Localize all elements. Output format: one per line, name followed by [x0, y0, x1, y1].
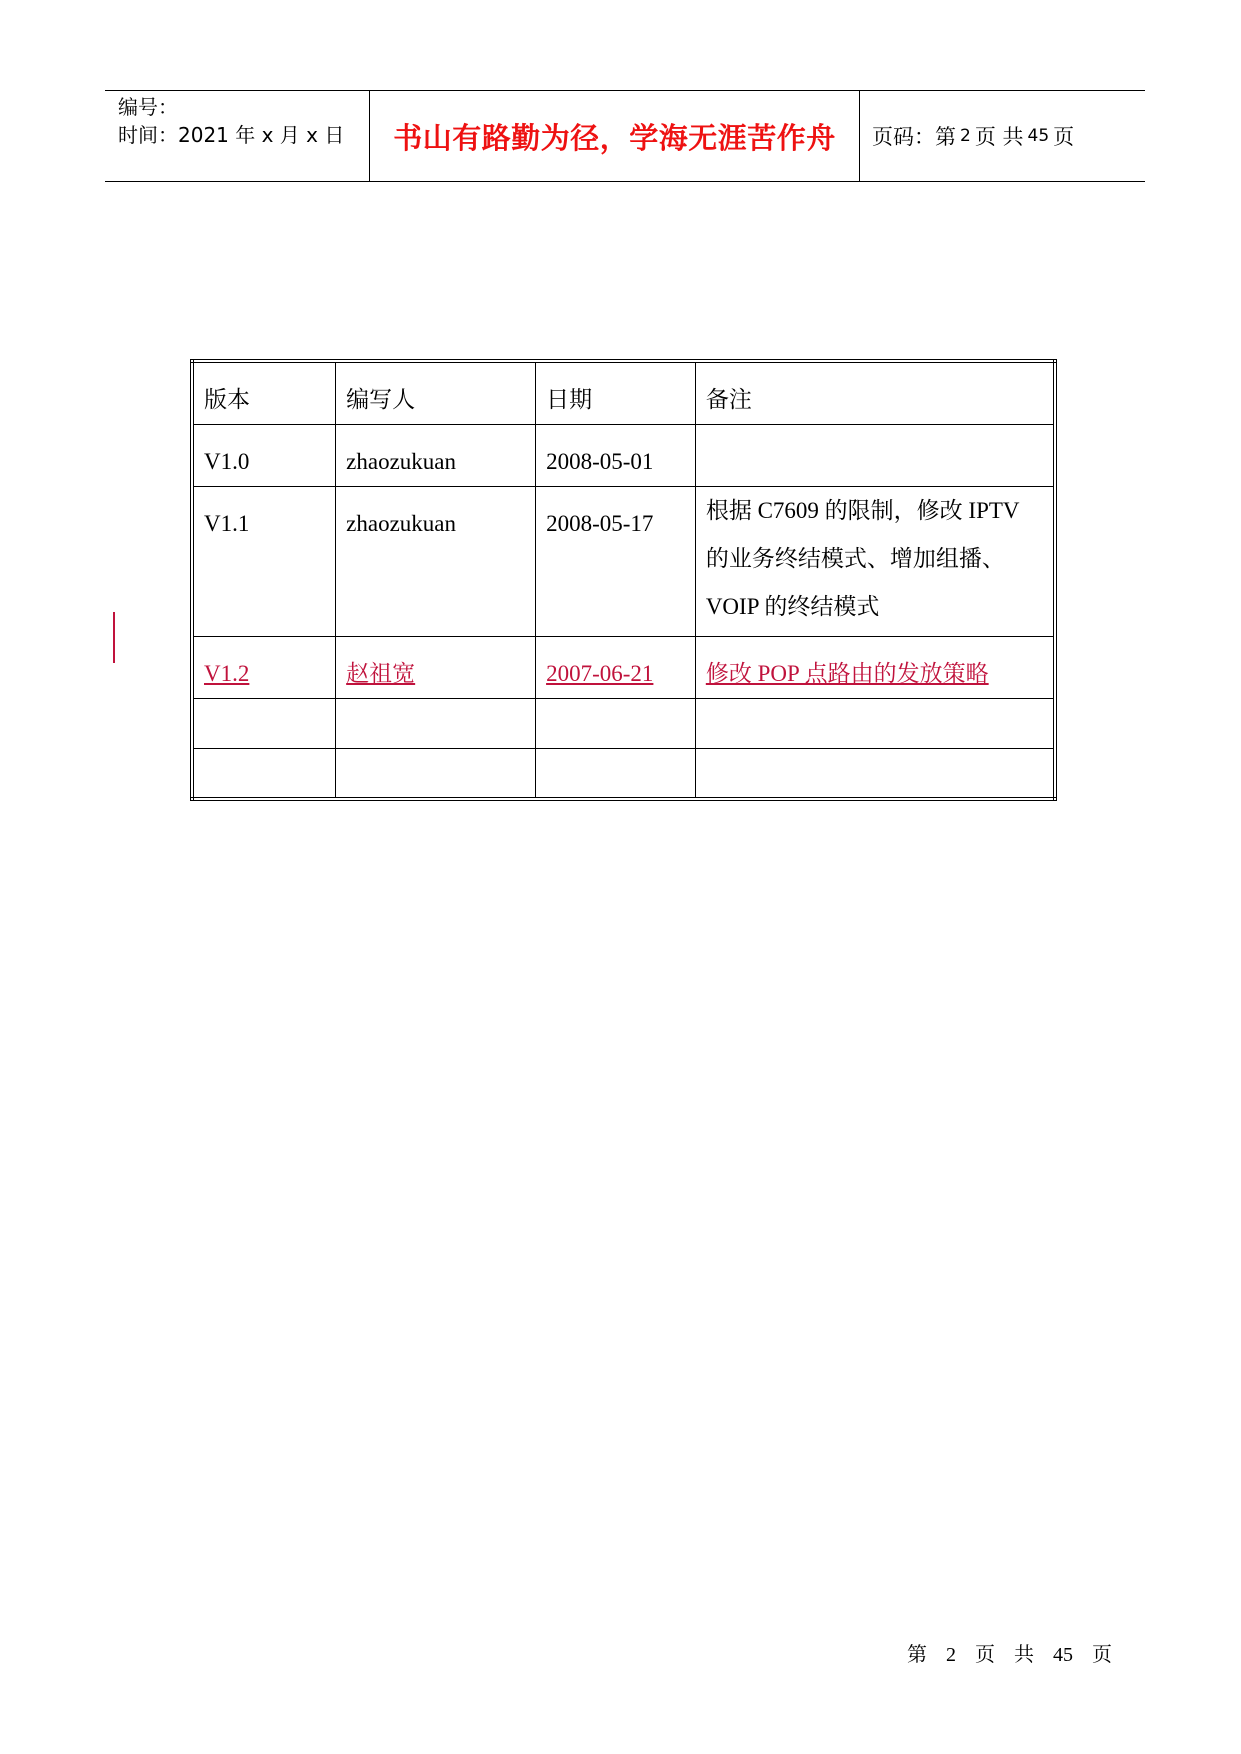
page-footer: [907, 1638, 1120, 1667]
revised-note: 修改 POP 点路由的发放策略: [705, 661, 989, 686]
cell-version: [192, 637, 336, 699]
table-row: [192, 749, 1055, 799]
cell-note: [695, 637, 1055, 699]
revised-author: 赵祖宽: [346, 661, 416, 686]
footer-di: 第: [907, 1644, 927, 1666]
page-header: [105, 90, 1145, 182]
cell-version: [192, 749, 336, 799]
page-total: 45: [1027, 126, 1050, 146]
header-cell-author: 编写人: [336, 361, 536, 425]
cell-note: 根据 C7609 的限制，修改 IPTV 的业务终结模式、增加组播、VOIP 的终结模式: [695, 487, 1055, 637]
revised-version: V1.2: [204, 661, 250, 686]
header-cell-version: 版本: [192, 361, 336, 425]
page-prefix: 页码：第: [872, 125, 956, 149]
table-row: [192, 425, 1055, 487]
document-time-label: 时间：2021 年 x 月 x 日: [118, 123, 345, 147]
cell-note: [695, 425, 1055, 487]
cell-version: V1.1: [192, 487, 336, 637]
page-mid: 页 共: [974, 125, 1024, 149]
page-suffix: 页: [1053, 125, 1075, 149]
cell-date: [536, 637, 696, 699]
cell-author: [336, 749, 536, 799]
cell-version: [192, 699, 336, 749]
header-motto: 书山有路勤为径，学海无涯苦作舟: [370, 91, 860, 181]
cell-date: [536, 699, 696, 749]
cell-note: [695, 699, 1055, 749]
document-number-label: 编号：: [118, 95, 178, 119]
table-header-row: [192, 361, 1055, 425]
cell-author: [336, 699, 536, 749]
footer-ye2: 页: [1092, 1644, 1112, 1666]
header-page-info: [860, 91, 1145, 181]
cell-note: [695, 749, 1055, 799]
header-cell-date: 日期: [536, 361, 696, 425]
cell-date: [536, 749, 696, 799]
cell-author: zhaozukuan: [336, 425, 536, 487]
revision-history-table: [190, 359, 1057, 801]
footer-ye: 页: [975, 1644, 995, 1666]
table-row: [192, 699, 1055, 749]
revision-change-bar: [113, 612, 115, 663]
cell-date: 2008-05-01: [536, 425, 696, 487]
table-row: [192, 487, 1055, 637]
footer-total-pages: 45: [1053, 1644, 1073, 1666]
header-meta: [105, 91, 370, 181]
cell-date: 2008-05-17: [536, 487, 696, 637]
cell-author: [336, 637, 536, 699]
footer-gong: 共: [1014, 1644, 1034, 1666]
cell-version: V1.0: [192, 425, 336, 487]
table-row: [192, 637, 1055, 699]
revised-date: 2007-06-21: [546, 661, 654, 686]
page-current: 2: [960, 126, 971, 146]
header-cell-note: 备注: [695, 361, 1055, 425]
footer-current-page: 2: [946, 1644, 956, 1666]
cell-author: zhaozukuan: [336, 487, 536, 637]
